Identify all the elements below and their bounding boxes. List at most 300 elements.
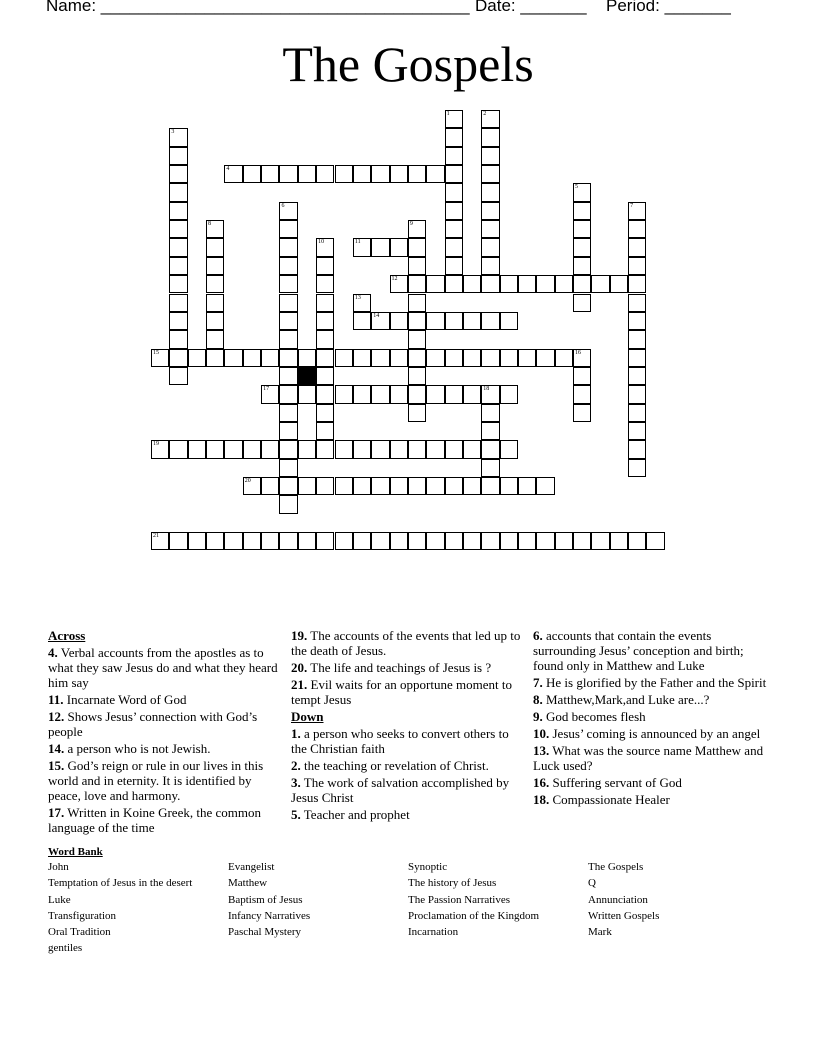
crossword-cell[interactable] — [279, 202, 297, 220]
crossword-cell[interactable] — [390, 165, 408, 183]
clue-text: Teacher and prophet — [300, 807, 410, 822]
crossword-cell[interactable] — [628, 385, 646, 403]
crossword-cell[interactable] — [628, 532, 646, 550]
crossword-cell[interactable] — [169, 128, 187, 146]
crossword-cell[interactable] — [628, 294, 646, 312]
crossword-cell[interactable] — [628, 238, 646, 256]
crossword-cell[interactable] — [573, 257, 591, 275]
crossword-cell[interactable] — [408, 294, 426, 312]
crossword-cell[interactable] — [371, 238, 389, 256]
down-clue — [533, 709, 769, 724]
clue-number: 20. — [291, 660, 308, 675]
crossword-cell[interactable] — [390, 477, 408, 495]
crossword-cell[interactable] — [206, 349, 224, 367]
across-clue — [48, 692, 286, 707]
crossword-cell[interactable] — [408, 404, 426, 422]
word-bank-item: John — [48, 861, 69, 873]
word-bank-item: Mark — [588, 926, 612, 939]
crossword-cell[interactable] — [206, 312, 224, 330]
crossword-cell[interactable] — [408, 532, 426, 550]
clue-number: 15. — [48, 758, 65, 773]
word-bank-item: Incarnation — [408, 926, 459, 939]
crossword-cell[interactable] — [279, 532, 297, 550]
crossword-cell[interactable] — [371, 165, 389, 183]
clues-column-2 — [291, 628, 523, 824]
clue-text: Incarnate Word of God — [63, 692, 187, 707]
crossword-cell[interactable] — [169, 440, 187, 458]
crossword-cell[interactable] — [610, 532, 628, 550]
crossword-cell[interactable] — [316, 532, 334, 550]
crossword-cell[interactable] — [426, 165, 444, 183]
crossword-cell[interactable] — [390, 275, 408, 293]
clue-text: He is glorified by the Father and the Spirit — [542, 675, 767, 690]
crossword-cell[interactable] — [573, 202, 591, 220]
crossword-cell[interactable] — [518, 349, 536, 367]
date-field[interactable]: Date: _______ — [475, 0, 587, 15]
crossword-cell[interactable] — [481, 257, 499, 275]
crossword-cell[interactable] — [169, 147, 187, 165]
crossword-cell[interactable] — [224, 349, 242, 367]
crossword-cell[interactable] — [279, 477, 297, 495]
clue-number: 18 — [483, 386, 490, 393]
crossword-cell[interactable] — [261, 349, 279, 367]
crossword-cell[interactable] — [371, 312, 389, 330]
crossword-cell[interactable] — [463, 275, 481, 293]
crossword-cell[interactable] — [445, 147, 463, 165]
crossword-cell[interactable] — [151, 349, 169, 367]
down-clue — [291, 775, 523, 805]
crossword-cell[interactable] — [481, 459, 499, 477]
clue-text: a person who is not Jewish. — [64, 741, 211, 756]
crossword-cell[interactable] — [298, 165, 316, 183]
crossword-cell[interactable] — [628, 422, 646, 440]
clue-text: a person who seeks to convert others to the Christian faith — [291, 726, 509, 756]
crossword-cell[interactable] — [335, 165, 353, 183]
crossword-cell[interactable] — [188, 349, 206, 367]
down-clue — [533, 726, 769, 741]
crossword-cell[interactable] — [261, 440, 279, 458]
across-clue — [291, 677, 523, 707]
crossword-cell[interactable] — [628, 220, 646, 238]
crossword-cell[interactable] — [628, 257, 646, 275]
crossword-cell[interactable] — [445, 532, 463, 550]
crossword-cell[interactable] — [536, 349, 554, 367]
crossword-cell[interactable] — [316, 257, 334, 275]
crossword-cell[interactable] — [206, 532, 224, 550]
crossword-cell[interactable] — [518, 275, 536, 293]
crossword-cell[interactable] — [371, 349, 389, 367]
crossword-cell[interactable] — [353, 294, 371, 312]
crossword-cell[interactable] — [628, 367, 646, 385]
clue-number: 10. — [533, 726, 550, 741]
crossword-cell[interactable] — [279, 165, 297, 183]
down-clue — [533, 743, 769, 773]
crossword-cell[interactable] — [169, 202, 187, 220]
crossword-cell[interactable] — [279, 330, 297, 348]
crossword-cell[interactable] — [481, 183, 499, 201]
crossword-cell[interactable] — [445, 440, 463, 458]
clue-number: 9 — [409, 221, 413, 228]
crossword-cell[interactable] — [316, 238, 334, 256]
crossword-cell[interactable] — [481, 165, 499, 183]
crossword-cell[interactable] — [390, 349, 408, 367]
crossword-cell[interactable] — [243, 440, 261, 458]
crossword-cell[interactable] — [408, 312, 426, 330]
crossword-cell[interactable] — [573, 294, 591, 312]
crossword-cell[interactable] — [573, 385, 591, 403]
crossword-cell[interactable] — [481, 202, 499, 220]
crossword-cell[interactable] — [555, 532, 573, 550]
crossword-cell[interactable] — [335, 440, 353, 458]
crossword-cell[interactable] — [224, 440, 242, 458]
crossword-cell[interactable] — [390, 440, 408, 458]
crossword-cell[interactable] — [445, 349, 463, 367]
clue-number: 6 — [281, 202, 285, 209]
crossword-cell[interactable] — [206, 275, 224, 293]
crossword-cell[interactable] — [628, 404, 646, 422]
crossword-cell[interactable] — [390, 238, 408, 256]
crossword-cell[interactable] — [353, 440, 371, 458]
crossword-cell[interactable] — [426, 312, 444, 330]
crossword-cell[interactable] — [279, 385, 297, 403]
word-bank-item: Matthew — [228, 877, 268, 890]
crossword-cell[interactable] — [206, 294, 224, 312]
clue-number: 18. — [533, 792, 550, 807]
crossword-cell[interactable] — [316, 367, 334, 385]
crossword-cell[interactable] — [426, 275, 444, 293]
crossword-cell[interactable] — [481, 532, 499, 550]
crossword-cell[interactable] — [628, 312, 646, 330]
crossword-cell[interactable] — [298, 385, 316, 403]
crossword-cell[interactable] — [445, 202, 463, 220]
crossword-cell[interactable] — [481, 312, 499, 330]
crossword-cell[interactable] — [371, 385, 389, 403]
crossword-cell[interactable] — [481, 238, 499, 256]
crossword-cell[interactable] — [445, 110, 463, 128]
crossword-cell[interactable] — [316, 275, 334, 293]
crossword-cell[interactable] — [555, 275, 573, 293]
crossword-cell[interactable] — [206, 257, 224, 275]
clue-number: 3 — [171, 129, 175, 136]
crossword-cell[interactable] — [536, 532, 554, 550]
crossword-cell[interactable] — [279, 312, 297, 330]
crossword-cell[interactable] — [500, 532, 518, 550]
crossword-cell[interactable] — [408, 385, 426, 403]
crossword-cell[interactable] — [316, 385, 334, 403]
crossword-cell[interactable] — [169, 330, 187, 348]
crossword-cell[interactable] — [243, 349, 261, 367]
crossword-cell[interactable] — [628, 459, 646, 477]
crossword-cell[interactable] — [518, 477, 536, 495]
crossword-cell[interactable] — [298, 477, 316, 495]
crossword-cell[interactable] — [463, 349, 481, 367]
crossword-cell[interactable] — [555, 349, 573, 367]
period-field[interactable]: Period: _______ — [606, 0, 731, 15]
across-clue — [48, 805, 286, 835]
crossword-cell[interactable] — [371, 440, 389, 458]
crossword-cell[interactable] — [188, 440, 206, 458]
crossword-cell[interactable] — [500, 440, 518, 458]
crossword-cell[interactable] — [500, 477, 518, 495]
crossword-cell[interactable] — [298, 532, 316, 550]
crossword-cell[interactable] — [298, 349, 316, 367]
clue-text: Written in Koine Greek, the common language of the time — [48, 805, 261, 835]
crossword-cell[interactable] — [390, 312, 408, 330]
crossword-cell[interactable] — [279, 459, 297, 477]
word-bank-item: The history of Jesus — [408, 877, 497, 890]
clue-text: Matthew,Mark,and Luke are...? — [542, 692, 710, 707]
crossword-cell[interactable] — [316, 312, 334, 330]
clue-number: 15 — [153, 349, 159, 356]
crossword-cell[interactable] — [279, 404, 297, 422]
crossword-cell[interactable] — [408, 165, 426, 183]
crossword-cell[interactable] — [445, 385, 463, 403]
crossword-cell[interactable] — [261, 165, 279, 183]
clue-number: 1. — [291, 726, 301, 741]
crossword-cell[interactable] — [481, 147, 499, 165]
crossword-cell[interactable] — [610, 275, 628, 293]
crossword-cell[interactable] — [646, 532, 664, 550]
clue-text: God becomes flesh — [542, 709, 646, 724]
crossword-cell[interactable] — [500, 275, 518, 293]
crossword-cell[interactable] — [243, 165, 261, 183]
crossword-cell[interactable] — [169, 220, 187, 238]
clue-number: 6. — [533, 628, 543, 643]
crossword-cell[interactable] — [169, 294, 187, 312]
crossword-cell[interactable] — [445, 220, 463, 238]
clue-text: What was the source name Matthew and Luck used? — [533, 743, 764, 773]
crossword-cell[interactable] — [445, 238, 463, 256]
crossword-cell[interactable] — [481, 349, 499, 367]
crossword-cell[interactable] — [408, 220, 426, 238]
crossword-cell[interactable] — [316, 440, 334, 458]
clues-column-3 — [533, 628, 769, 809]
crossword-cell[interactable] — [261, 385, 279, 403]
crossword-cell[interactable] — [408, 238, 426, 256]
crossword-cell[interactable] — [481, 477, 499, 495]
crossword-cell[interactable] — [316, 165, 334, 183]
crossword-cell[interactable] — [408, 330, 426, 348]
crossword-cell[interactable] — [169, 532, 187, 550]
crossword-cell[interactable] — [408, 477, 426, 495]
crossword-cell[interactable] — [591, 275, 609, 293]
crossword-cell[interactable] — [481, 385, 499, 403]
crossword-cell[interactable] — [628, 440, 646, 458]
crossword-cell[interactable] — [316, 294, 334, 312]
crossword-cell[interactable] — [279, 349, 297, 367]
clue-number: 13. — [533, 743, 550, 758]
crossword-cell[interactable] — [500, 349, 518, 367]
clue-number: 19. — [291, 628, 308, 643]
crossword-cell[interactable] — [445, 275, 463, 293]
crossword-cell[interactable] — [261, 477, 279, 495]
crossword-cell[interactable] — [445, 165, 463, 183]
down-clue — [291, 758, 523, 773]
crossword-cell[interactable] — [279, 495, 297, 513]
crossword-cell[interactable] — [371, 532, 389, 550]
crossword-cell[interactable] — [243, 477, 261, 495]
crossword-cell[interactable] — [481, 440, 499, 458]
crossword-cell[interactable] — [573, 238, 591, 256]
crossword-cell[interactable] — [463, 532, 481, 550]
crossword-cell[interactable] — [279, 238, 297, 256]
name-field[interactable]: Name: _______________________________________ — [46, 0, 470, 15]
crossword-cell[interactable] — [335, 477, 353, 495]
crossword-cell[interactable] — [169, 257, 187, 275]
crossword-cell[interactable] — [390, 385, 408, 403]
crossword-cell[interactable] — [169, 275, 187, 293]
crossword-cell[interactable] — [573, 404, 591, 422]
crossword-cell[interactable] — [628, 202, 646, 220]
crossword-cell[interactable] — [224, 165, 242, 183]
crossword-cell[interactable] — [353, 165, 371, 183]
crossword-cell[interactable] — [481, 422, 499, 440]
crossword-cell[interactable] — [243, 532, 261, 550]
crossword-cell[interactable] — [353, 349, 371, 367]
crossword-cell[interactable] — [573, 349, 591, 367]
crossword-cell[interactable] — [481, 220, 499, 238]
crossword-cell[interactable] — [279, 257, 297, 275]
crossword-cell[interactable] — [426, 532, 444, 550]
crossword-cell[interactable] — [500, 312, 518, 330]
crossword-cell[interactable] — [353, 312, 371, 330]
clue-number: 16 — [575, 349, 582, 356]
down-clue — [533, 792, 769, 807]
clue-number: 7. — [533, 675, 543, 690]
crossword-cell[interactable] — [445, 183, 463, 201]
crossword-cell[interactable] — [279, 294, 297, 312]
clue-number: 8. — [533, 692, 543, 707]
crossword-cell[interactable] — [408, 275, 426, 293]
crossword-cell[interactable] — [445, 477, 463, 495]
clue-number: 14 — [373, 312, 380, 319]
crossword-cell[interactable] — [408, 257, 426, 275]
word-bank-item: Transfiguration — [48, 909, 117, 922]
across-clue — [291, 660, 523, 675]
crossword-cell[interactable] — [206, 330, 224, 348]
crossword-cell[interactable] — [536, 275, 554, 293]
crossword-cell[interactable] — [279, 275, 297, 293]
crossword-cell[interactable] — [279, 422, 297, 440]
crossword-cell[interactable] — [445, 257, 463, 275]
crossword-cell[interactable] — [518, 532, 536, 550]
clue-text: accounts that contain the events surrounding Jesus’ conception and birth; found only in Matthew and Luke — [533, 628, 744, 673]
crossword-cell[interactable] — [463, 477, 481, 495]
across-clue — [48, 741, 286, 756]
crossword-cell[interactable] — [426, 349, 444, 367]
crossword-cell[interactable] — [628, 330, 646, 348]
crossword-cell[interactable] — [224, 532, 242, 550]
crossword-cell[interactable] — [169, 238, 187, 256]
crossword-cell[interactable] — [206, 220, 224, 238]
crossword-cell[interactable] — [481, 275, 499, 293]
crossword-cell[interactable] — [169, 165, 187, 183]
crossword-cell[interactable] — [279, 220, 297, 238]
crossword-cell[interactable] — [573, 183, 591, 201]
crossword-cell[interactable] — [500, 385, 518, 403]
crossword-cell[interactable] — [353, 385, 371, 403]
crossword-cell[interactable] — [573, 532, 591, 550]
crossword-cell[interactable] — [408, 440, 426, 458]
crossword-cell[interactable] — [445, 128, 463, 146]
crossword-cell[interactable] — [335, 532, 353, 550]
crossword-cell[interactable] — [316, 477, 334, 495]
crossword-cell[interactable] — [279, 440, 297, 458]
crossword-cell[interactable] — [573, 367, 591, 385]
crossword-cell[interactable] — [188, 532, 206, 550]
clue-number: 17. — [48, 805, 65, 820]
crossword-cell[interactable] — [481, 404, 499, 422]
crossword-cell[interactable] — [426, 440, 444, 458]
crossword-cell[interactable] — [573, 220, 591, 238]
clue-number: 4 — [226, 166, 230, 173]
crossword-cell[interactable] — [169, 183, 187, 201]
crossword-cell[interactable] — [353, 532, 371, 550]
crossword-cell[interactable] — [426, 385, 444, 403]
crossword-cell[interactable] — [335, 349, 353, 367]
crossword-cell[interactable] — [169, 349, 187, 367]
crossword-cell[interactable] — [481, 128, 499, 146]
crossword-cell[interactable] — [353, 477, 371, 495]
crossword-cell[interactable] — [151, 440, 169, 458]
crossword-cell[interactable] — [279, 367, 297, 385]
crossword-cell[interactable] — [463, 440, 481, 458]
crossword-cell[interactable] — [335, 385, 353, 403]
clue-text: The accounts of the events that led up to the death of Jesus. — [291, 628, 521, 658]
crossword-cell[interactable] — [316, 349, 334, 367]
crossword-cell[interactable] — [316, 422, 334, 440]
crossword-cell[interactable] — [445, 312, 463, 330]
word-bank-item: Infancy Narratives — [228, 909, 311, 922]
clue-number: 12 — [391, 276, 398, 283]
crossword-cell[interactable] — [591, 532, 609, 550]
crossword-cell[interactable] — [536, 477, 554, 495]
crossword-cell[interactable] — [371, 477, 389, 495]
clue-number: 2. — [291, 758, 301, 773]
word-bank-item: Annunciation — [588, 893, 648, 906]
crossword-cell[interactable] — [481, 110, 499, 128]
crossword-cell[interactable] — [463, 385, 481, 403]
clue-number: 17 — [263, 386, 270, 393]
crossword-cell[interactable] — [151, 532, 169, 550]
crossword-cell[interactable] — [261, 532, 279, 550]
clue-number: 14. — [48, 741, 65, 756]
crossword-cell[interactable] — [169, 312, 187, 330]
clues-column-1 — [48, 628, 286, 837]
crossword-cell[interactable] — [169, 367, 187, 385]
crossword-cell[interactable] — [628, 275, 646, 293]
clue-number: 21 — [153, 533, 159, 540]
word-bank-heading: Word Bank — [48, 846, 103, 858]
crossword-cell[interactable] — [628, 349, 646, 367]
crossword-cell[interactable] — [408, 349, 426, 367]
crossword-cell[interactable] — [353, 238, 371, 256]
crossword-cell[interactable] — [573, 275, 591, 293]
word-bank-item: The Gospels — [588, 861, 644, 873]
crossword-cell[interactable] — [390, 532, 408, 550]
black-square — [298, 367, 316, 385]
word-bank-item: The Passion Narratives — [408, 893, 511, 906]
clue-number: 3. — [291, 775, 301, 790]
crossword-cell[interactable] — [206, 238, 224, 256]
crossword-cell[interactable] — [426, 477, 444, 495]
crossword-cell[interactable] — [463, 312, 481, 330]
crossword-cell[interactable] — [408, 367, 426, 385]
crossword-cell[interactable] — [298, 440, 316, 458]
crossword-cell[interactable] — [316, 330, 334, 348]
crossword-cell[interactable] — [316, 404, 334, 422]
crossword-cell[interactable] — [206, 440, 224, 458]
